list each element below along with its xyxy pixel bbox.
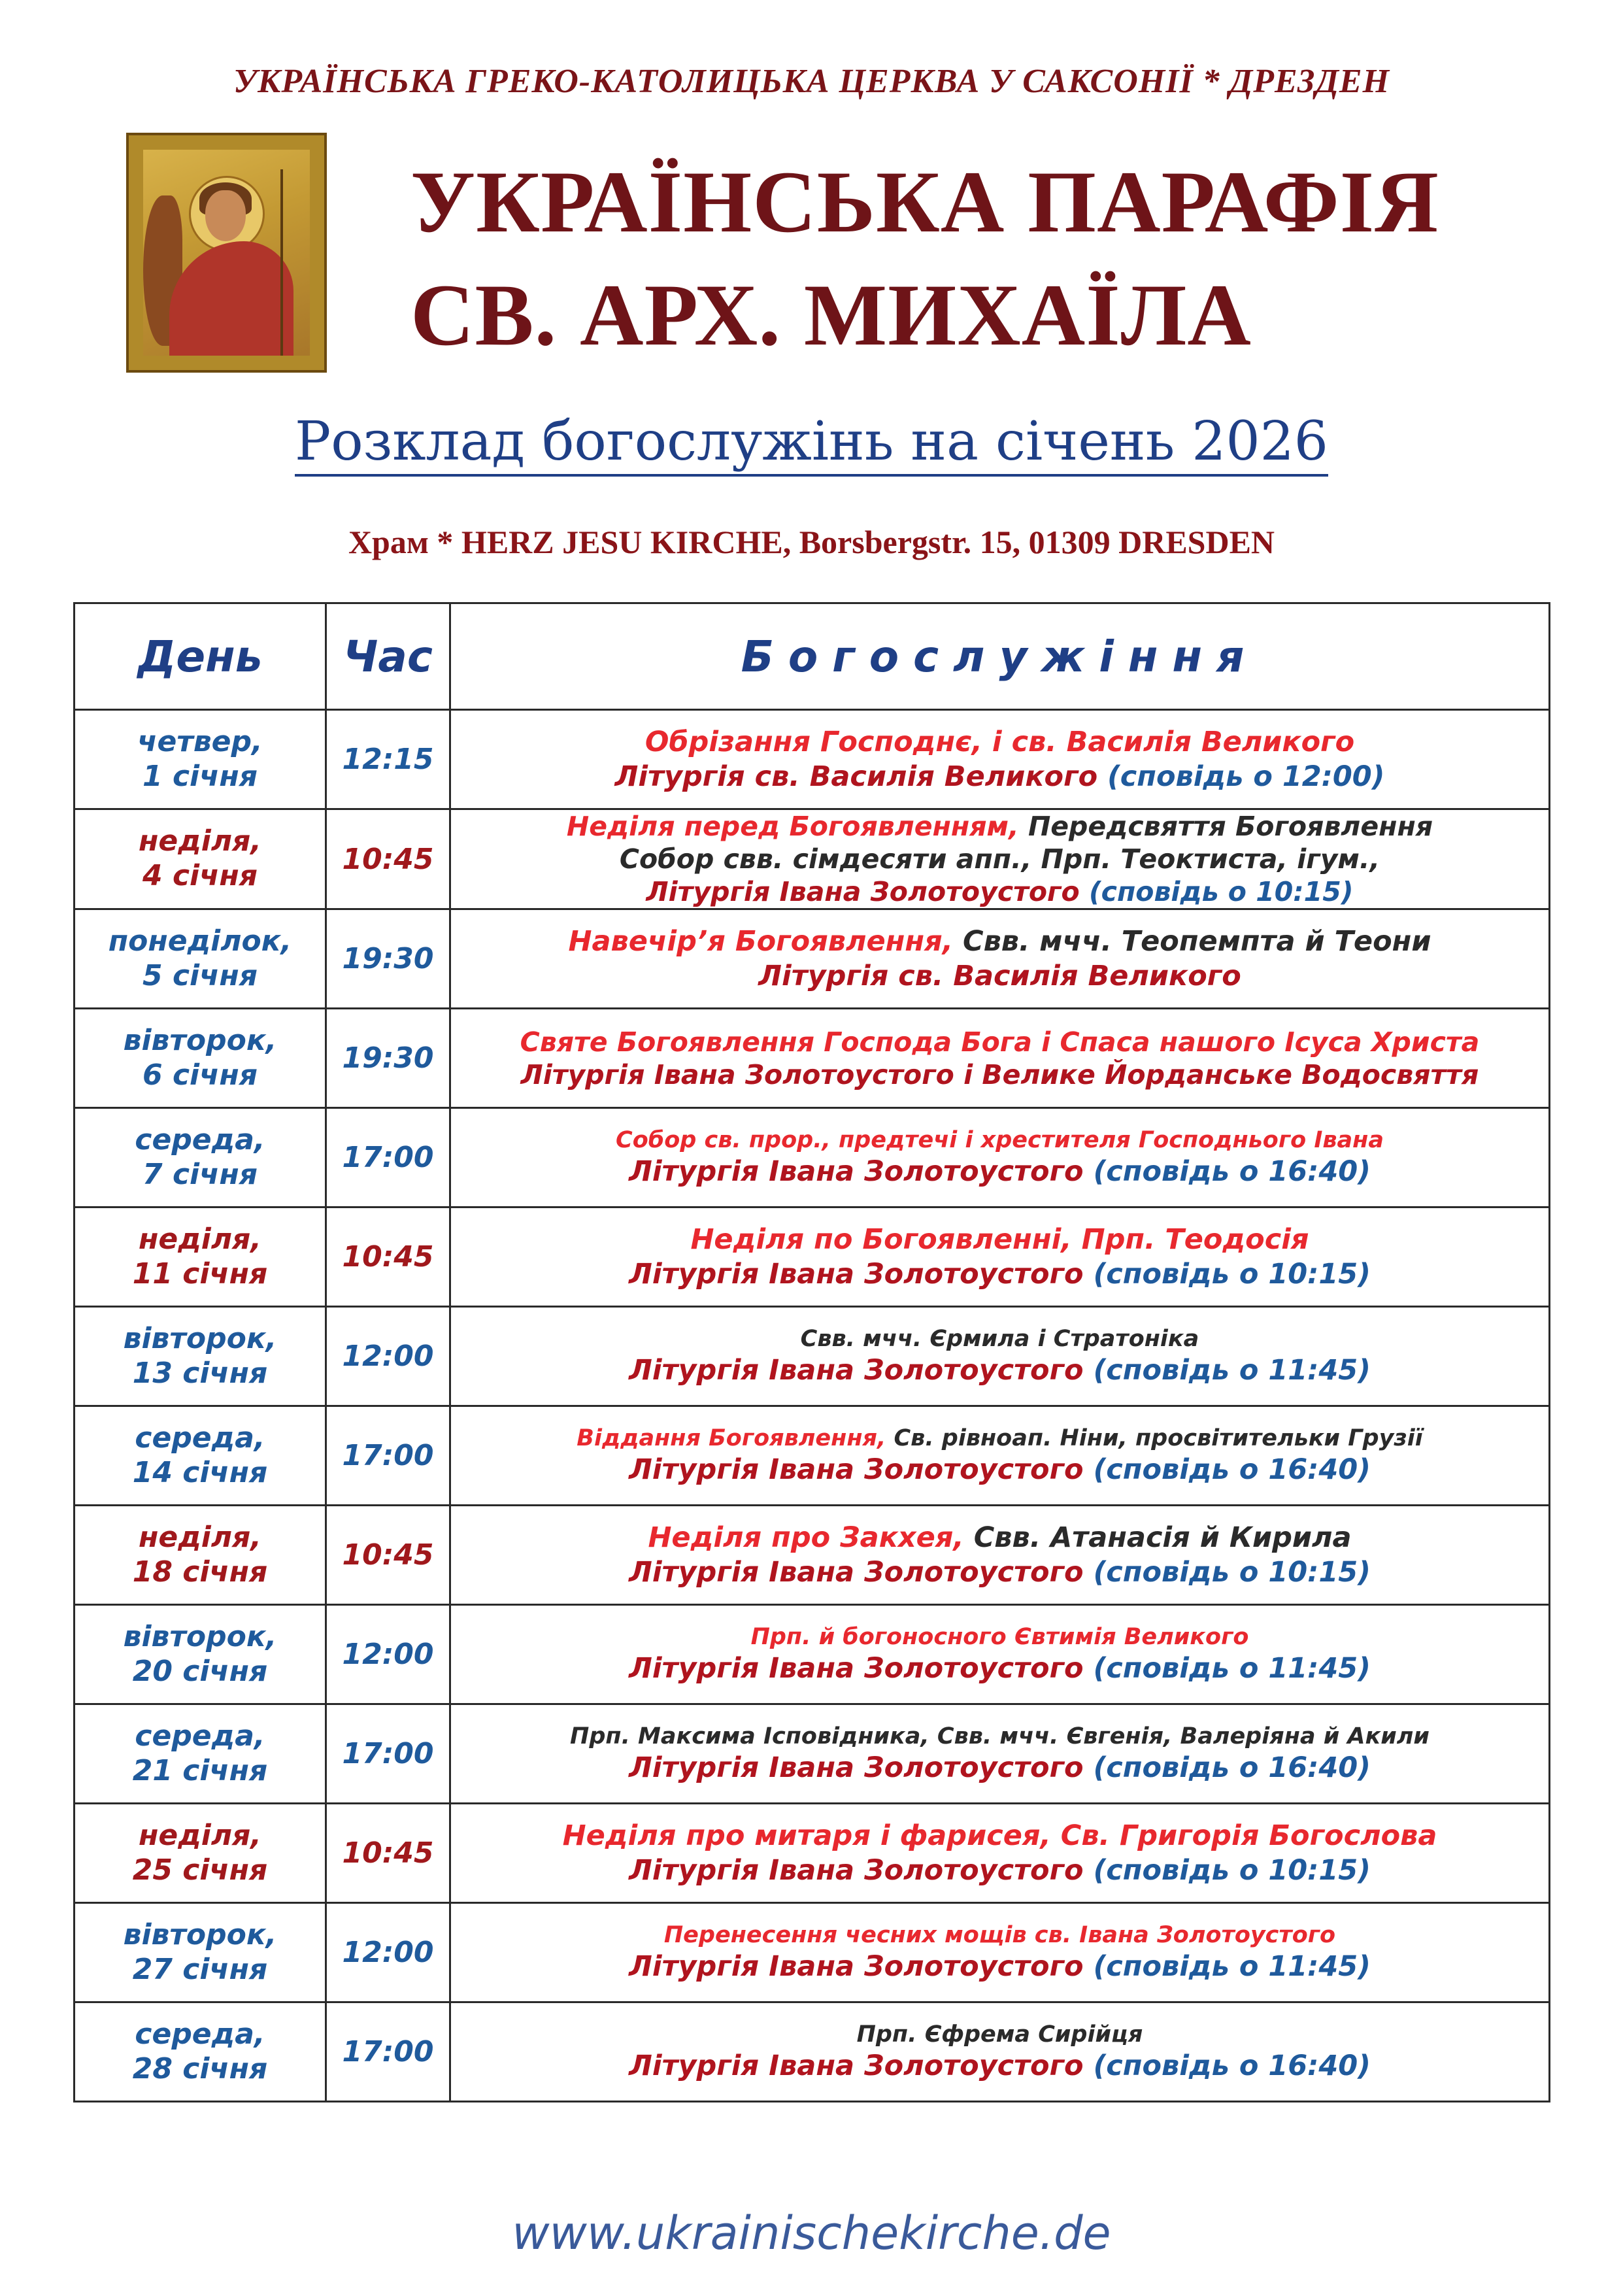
table-row	[75, 1406, 1550, 1506]
service-cell	[450, 710, 1550, 809]
church-address: Храм * HERZ JESU KIRCHE, Borsbergstr. 15, 01309 DRESDEN	[348, 524, 1275, 560]
date: 13 січня	[132, 1356, 268, 1390]
weekday: середа,	[135, 1123, 265, 1156]
date: 7 січня	[142, 1157, 258, 1191]
weekday: вівторок,	[123, 1023, 277, 1057]
service-cell	[450, 909, 1550, 1009]
time-cell: 17:00	[326, 1406, 450, 1506]
feast: Навечір’я Богоявлення,	[568, 925, 954, 958]
service-cell	[450, 2002, 1550, 2102]
day-cell	[75, 1108, 326, 1207]
day-cell	[75, 1406, 326, 1506]
day-cell	[75, 1207, 326, 1307]
confession: (сповідь о 16:40)	[1093, 1155, 1371, 1188]
liturgy: Літургія Івана Золотоустого	[629, 1853, 1084, 1887]
table-row	[75, 909, 1550, 1009]
liturgy: Літургія Івана Золотоустого	[629, 1751, 1084, 1784]
feast: Неділя перед Богоявленням,	[566, 811, 1019, 842]
feast-extra: Передсвяття Богоявлення	[1028, 811, 1433, 842]
service-cell	[450, 809, 1550, 909]
church-name: УКРАЇНСЬКА ГРЕКО-КАТОЛИЦЬКА ЦЕРКВА У САКСОНІЇ * ДРЕЗДЕН	[233, 63, 1390, 100]
feast-extra: Свв. Атанасія й Кирила	[973, 1521, 1352, 1555]
feast: Віддання Богоявлення,	[577, 1425, 886, 1451]
liturgy: Літургія Івана Золотоустого	[629, 1555, 1084, 1589]
liturgy: Літургія св. Василія Великого	[758, 959, 1241, 992]
time-cell: 10:45	[326, 1804, 450, 1903]
weekday: неділя,	[138, 824, 262, 858]
table-row	[75, 1506, 1550, 1605]
date: 5 січня	[142, 958, 258, 992]
liturgy: Літургія Івана Золотоустого	[629, 1950, 1084, 1983]
feast: Неділя про митаря і фарисея, Св. Григорія Богослова	[562, 1819, 1437, 1853]
service-cell	[450, 1704, 1550, 1804]
confession: (сповідь о 11:45)	[1093, 1950, 1371, 1983]
saints: Прп. Єфрема Сирійця	[856, 2021, 1143, 2048]
date: 6 січня	[142, 1058, 258, 1092]
time-cell: 12:00	[326, 1903, 450, 2002]
confession: (сповідь о 11:45)	[1093, 1353, 1371, 1387]
time-cell: 12:15	[326, 710, 450, 809]
confession: (сповідь о 12:00)	[1107, 760, 1385, 793]
table-row	[75, 1307, 1550, 1406]
time-cell: 12:00	[326, 1605, 450, 1704]
table-row	[75, 710, 1550, 809]
time-cell: 17:00	[326, 1108, 450, 1207]
date: 1 січня	[142, 759, 258, 793]
day-cell	[75, 1009, 326, 1108]
website-link[interactable]: www.ukrainischekirche.de	[512, 2206, 1111, 2260]
table-row	[75, 1704, 1550, 1804]
service-cell	[450, 1903, 1550, 2002]
liturgy: Літургія Івана Золотоустого	[629, 1353, 1084, 1387]
time-cell: 17:00	[326, 2002, 450, 2102]
schedule-table	[73, 602, 1550, 2102]
feast: Святе Богоявлення Господа Бога і Спаса нашого Ісуса Христа	[520, 1026, 1480, 1058]
service-cell	[450, 1009, 1550, 1108]
day-cell	[75, 1506, 326, 1605]
feast: Перенесення чесних мощів св. Івана Золотоустого	[663, 1921, 1336, 1948]
liturgy: Літургія Івана Золотоустого і Велике Йорданське Водосвяття	[520, 1058, 1479, 1090]
table-row	[75, 1009, 1550, 1108]
table-row	[75, 1903, 1550, 2002]
schedule-subtitle	[0, 411, 1623, 473]
table-row	[75, 809, 1550, 909]
feast: Неділя по Богоявленні, Прп. Теодосія	[690, 1223, 1309, 1257]
day-cell	[75, 2002, 326, 2102]
liturgy: Літургія св. Василія Великого	[614, 760, 1098, 793]
liturgy: Літургія Івана Золотоустого	[629, 2049, 1084, 2082]
day-cell	[75, 1605, 326, 1704]
confession: (сповідь о 10:15)	[1093, 1555, 1371, 1589]
day-cell	[75, 1903, 326, 2002]
weekday: понеділок,	[108, 924, 292, 958]
day-cell	[75, 1804, 326, 1903]
confession: (сповідь о 16:40)	[1093, 2049, 1371, 2082]
table-row	[75, 1108, 1550, 1207]
confession: (сповідь о 16:40)	[1093, 1751, 1371, 1784]
day-cell	[75, 710, 326, 809]
saints: Собор свв. сімдесяти апп., Прп. Теоктиста, ігум.,	[619, 843, 1380, 875]
table-row	[75, 1804, 1550, 1903]
day-cell	[75, 809, 326, 909]
date: 21 січня	[132, 1753, 268, 1787]
schedule-subtitle-text: Розклад богослужінь на січень 2026	[295, 411, 1328, 477]
date: 18 січня	[132, 1555, 268, 1589]
date: 27 січня	[132, 1952, 268, 1986]
archangel-michael-icon-image	[126, 133, 327, 373]
date: 4 січня	[142, 859, 258, 893]
header-service: Богослужіння	[450, 603, 1550, 710]
service-cell	[450, 1307, 1550, 1406]
confession: (сповідь о 11:45)	[1093, 1651, 1371, 1685]
table-row	[75, 1207, 1550, 1307]
time-cell: 10:45	[326, 1207, 450, 1307]
header-time: Час	[326, 603, 450, 710]
date: 28 січня	[132, 2051, 268, 2085]
feast: Неділя про Закхея,	[648, 1521, 964, 1555]
time-cell: 10:45	[326, 809, 450, 909]
weekday: неділя,	[138, 1520, 262, 1554]
weekday: неділя,	[138, 1222, 262, 1256]
feast: Прп. й богоносного Євтимія Великого	[750, 1623, 1249, 1650]
weekday: середа,	[135, 2017, 265, 2051]
liturgy: Літургія Івана Золотоустого	[629, 1453, 1084, 1486]
date: 25 січня	[132, 1853, 268, 1887]
confession: (сповідь о 16:40)	[1093, 1453, 1371, 1486]
weekday: вівторок,	[123, 1321, 277, 1355]
time-cell: 19:30	[326, 909, 450, 1009]
liturgy: Літургія Івана Золотоустого	[646, 876, 1080, 908]
weekday: середа,	[135, 1719, 265, 1753]
service-cell	[450, 1406, 1550, 1506]
date: 20 січня	[132, 1654, 268, 1688]
header-day: День	[75, 603, 326, 710]
date: 11 січня	[132, 1257, 268, 1291]
day-cell	[75, 1704, 326, 1804]
saints: Свв. мчч. Єрмила і Стратоніка	[800, 1325, 1199, 1352]
confession: (сповідь о 10:15)	[1088, 876, 1354, 908]
weekday: середа,	[135, 1421, 265, 1455]
feast-extra: Св. рівноап. Ніни, просвітительки Грузії	[894, 1425, 1423, 1451]
table-row	[75, 1605, 1550, 1704]
parish-title-line1: УКРАЇНСЬКА ПАРАФІЯ	[410, 154, 1439, 251]
service-cell	[450, 1605, 1550, 1704]
weekday: четвер,	[137, 724, 263, 758]
feast: Обрізання Господнє, і св. Василія Великого	[644, 726, 1355, 759]
day-cell	[75, 1307, 326, 1406]
time-cell: 12:00	[326, 1307, 450, 1406]
date: 14 січня	[132, 1455, 268, 1489]
feast: Собор св. прор., предтечі і хрестителя Господнього Івана	[616, 1126, 1384, 1153]
table-row	[75, 2002, 1550, 2102]
confession: (сповідь о 10:15)	[1093, 1853, 1371, 1887]
time-cell: 19:30	[326, 1009, 450, 1108]
saints: Прп. Максима Ісповідника, Свв. мчч. Євгенія, Валеріяна й Акили	[570, 1723, 1430, 1749]
time-cell: 17:00	[326, 1704, 450, 1804]
weekday: неділя,	[138, 1818, 262, 1852]
service-cell	[450, 1804, 1550, 1903]
weekday: вівторок,	[123, 1619, 277, 1653]
service-cell	[450, 1506, 1550, 1605]
table-header-row	[75, 603, 1550, 710]
confession: (сповідь о 10:15)	[1093, 1257, 1371, 1291]
service-cell	[450, 1207, 1550, 1307]
service-cell	[450, 1108, 1550, 1207]
weekday: вівторок,	[123, 1917, 277, 1951]
liturgy: Літургія Івана Золотоустого	[629, 1155, 1084, 1188]
liturgy: Літургія Івана Золотоустого	[629, 1257, 1084, 1291]
parish-title-line2: СВ. АРХ. МИХАЇЛА	[410, 267, 1252, 364]
feast-extra: Свв. мчч. Теопемпта й Теони	[963, 925, 1431, 958]
day-cell	[75, 909, 326, 1009]
liturgy: Літургія Івана Золотоустого	[629, 1651, 1084, 1685]
time-cell: 10:45	[326, 1506, 450, 1605]
